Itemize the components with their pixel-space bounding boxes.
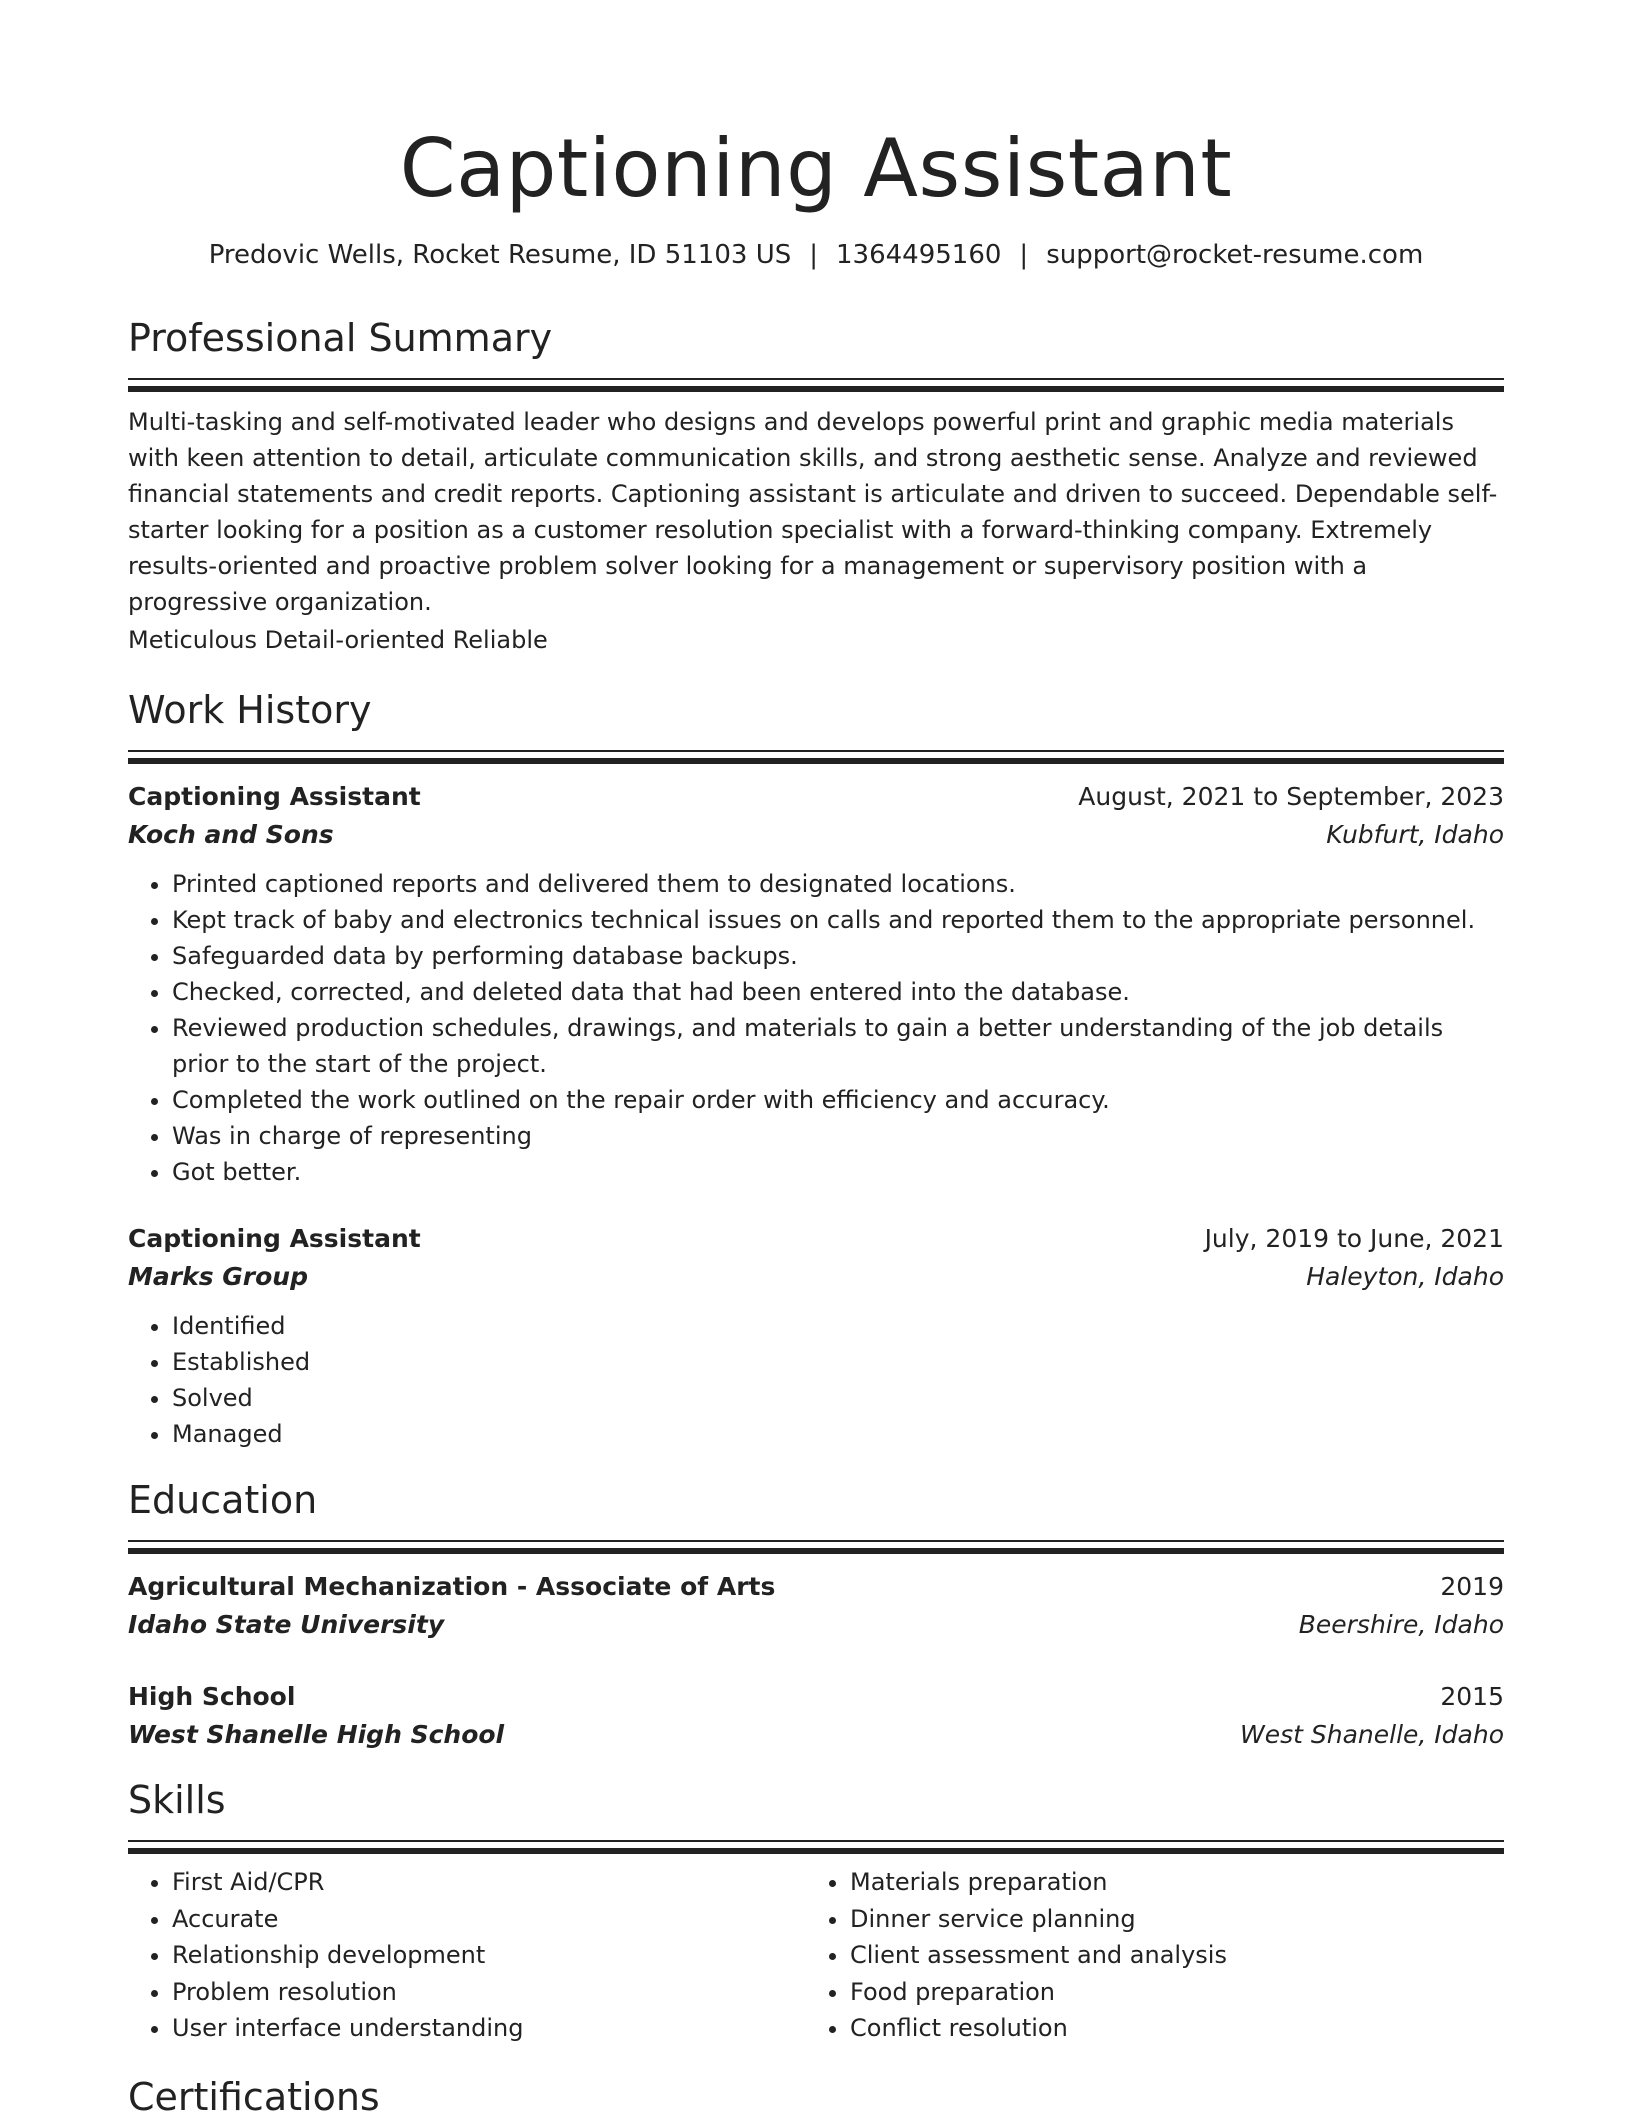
section-title-summary: Professional Summary [128, 316, 553, 360]
contact-separator: | [809, 240, 818, 270]
job-title: Captioning Assistant [128, 782, 421, 811]
job-dates: August, 2021 to September, 2023 [1078, 782, 1504, 811]
section-divider [128, 378, 1504, 390]
job-location: Kubfurt, Idaho [1326, 820, 1504, 849]
summary-section [128, 314, 1504, 658]
education-degree: High School [128, 1682, 296, 1711]
job-location: Haleyton, Idaho [1306, 1262, 1504, 1291]
skill-item: • Food preparation [850, 1974, 1484, 2011]
skill-item: • First Aid/CPR [172, 1864, 806, 1901]
section-title-certifications: Certifications [128, 2074, 380, 2119]
job-bullet: • Identified [172, 1308, 1504, 1344]
education-degree: Agricultural Mechanization - Associate of Arts [128, 1572, 776, 1601]
job-bullet: • Reviewed production schedules, drawings, and materials to gain a better understanding of the job details prior to the start of the project. [172, 1010, 1504, 1082]
education-entry [128, 1568, 1504, 1644]
skill-item: • Materials preparation [850, 1864, 1484, 1901]
skill-item: • Client assessment and analysis [850, 1937, 1484, 1974]
section-divider [128, 750, 1504, 762]
job-bullet: • Kept track of baby and electronics technical issues on calls and reported them to the appropriate personnel. [172, 902, 1504, 938]
job-bullet: • Was in charge of representing [172, 1118, 1504, 1154]
contact-line [128, 238, 1504, 272]
section-divider [128, 1840, 1504, 1852]
resume-page [128, 0, 1504, 2121]
job-bullet: • Checked, corrected, and deleted data that had been entered into the database. [172, 974, 1504, 1010]
skills-list-right [806, 1864, 1484, 2047]
summary-traits: Meticulous Detail-oriented Reliable [128, 626, 548, 654]
education-school: Idaho State University [128, 1610, 445, 1639]
job-bullet: • Safeguarded data by performing database backups. [172, 938, 1504, 974]
education-year: 2019 [1440, 1572, 1504, 1601]
skill-item: • Dinner service planning [850, 1901, 1484, 1938]
job-entry [128, 1220, 1504, 1452]
skills-section [128, 1776, 1504, 2047]
skills-list-left [128, 1864, 806, 2047]
contact-separator: | [1019, 240, 1029, 270]
contact-address: Predovic Wells, Rocket Resume, ID 51103 US [208, 240, 792, 270]
work-section [128, 686, 1504, 1452]
section-title-skills: Skills [128, 1778, 226, 1822]
section-title-education: Education [128, 1478, 318, 1522]
resume-name: Captioning Assistant [399, 122, 1233, 215]
job-bullet: • Completed the work outlined on the repair order with efficiency and accuracy. [172, 1082, 1504, 1118]
job-title: Captioning Assistant [128, 1224, 421, 1253]
job-dates: July, 2019 to June, 2021 [1204, 1224, 1504, 1253]
education-location: West Shanelle, Idaho [1239, 1720, 1504, 1749]
job-bullets [128, 866, 1504, 1190]
skill-item: • Conflict resolution [850, 2010, 1484, 2047]
skill-item: • Relationship development [172, 1937, 806, 1974]
job-bullet: • Managed [172, 1416, 1504, 1452]
education-entry [128, 1678, 1504, 1754]
contact-email: support@rocket-resume.com [1046, 240, 1424, 270]
education-school: West Shanelle High School [128, 1720, 505, 1749]
skills-grid [128, 1864, 1504, 2047]
job-bullet: • Printed captioned reports and delivered them to designated locations. [172, 866, 1504, 902]
education-location: Beershire, Idaho [1298, 1610, 1504, 1639]
job-bullets [128, 1308, 1504, 1452]
summary-text: Multi-tasking and self-motivated leader who designs and develops powerful print and graphic media materials with keen attention to detail, articulate communication skills, and strong aesthetic sense. Analyze and reviewed financial statements and credit reports. Captioning assistant is articulate and driven to succeed. Dependable self-starter looking for a position as a customer resolution specialist with a forward-thinking company. Extremely results-oriented and proactive problem solver looking for a management or supervisory position with a progressive organization. [128, 408, 1498, 616]
job-bullet: • Solved [172, 1380, 1504, 1416]
skill-item: • Accurate [172, 1901, 806, 1938]
certifications-section [128, 2073, 1504, 2121]
job-bullet: • Got better. [172, 1154, 1504, 1190]
job-entry [128, 778, 1504, 1190]
education-year: 2015 [1440, 1682, 1504, 1711]
contact-phone: 1364495160 [836, 240, 1002, 270]
skill-item: • Problem resolution [172, 1974, 806, 2011]
skill-item: • User interface understanding [172, 2010, 806, 2047]
education-section [128, 1476, 1504, 1754]
section-divider [128, 1540, 1504, 1552]
job-company: Marks Group [128, 1262, 309, 1291]
job-bullet: • Established [172, 1344, 1504, 1380]
job-company: Koch and Sons [128, 820, 334, 849]
section-title-work: Work History [128, 688, 372, 732]
